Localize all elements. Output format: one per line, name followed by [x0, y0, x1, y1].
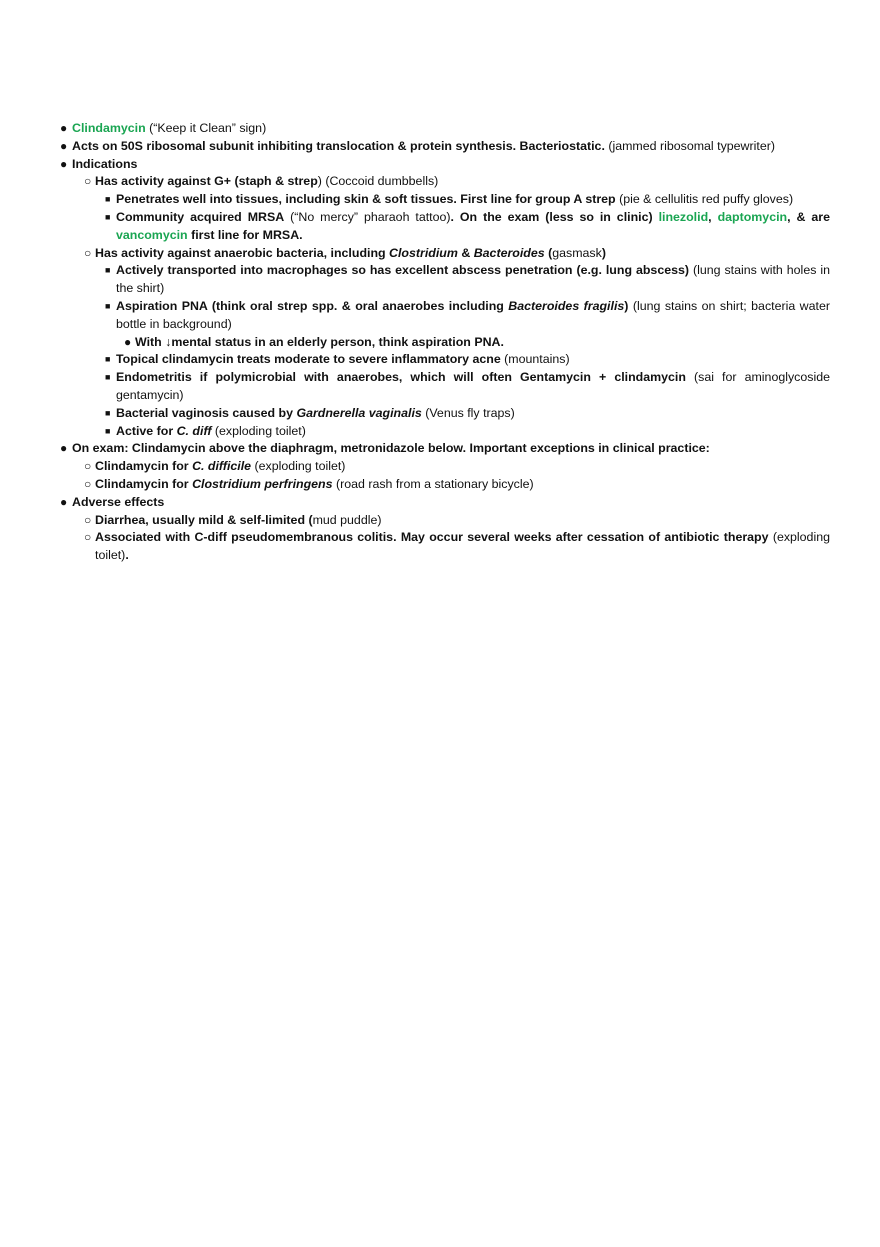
item-tissue-penetration: ■ Penetrates well into tissues, including skin & soft tissues. First line for group A strep (pie & cellulitis red puffy gloves) [60, 191, 830, 209]
square-marker: ■ [105, 407, 111, 418]
item-acne: ■ Topical clindamycin treats moderate to severe inflammatory acne (mountains) [60, 351, 830, 369]
item-mrsa: ■ Community acquired MRSA (“No mercy” pharaoh tattoo). On the exam (less so in clinic) linezolid, daptomycin, & are vancomycin first line for MRSA. [105, 209, 831, 242]
document-page [60, 120, 830, 565]
item-c-diff: ■ Active for C. diff (exploding toilet) [60, 423, 830, 441]
subbullet-pseudomembranous-colitis: ○ Associated with C-diff pseudomembranous colitis. May occur several weeks after cessation of antibiotic therapy (exploding toilet). [84, 530, 830, 563]
bullet-indications: ● Indications [60, 156, 830, 174]
bullet-adverse-effects: ● Adverse effects [60, 494, 830, 512]
square-marker: ■ [105, 300, 111, 311]
item-endometritis: ■ Endometritis if polymicrobial with anaerobes, which will often Gentamycin + clindamycin (sai for aminoglycoside gentamycin) [105, 370, 830, 402]
square-marker: ■ [105, 265, 111, 276]
bullet-marker: ● [60, 121, 68, 135]
item-bacterial-vaginosis: ■ Bacterial vaginosis caused by Gardnerella vaginalis (Venus fly traps) [60, 405, 830, 423]
bullet-marker: ● [60, 156, 68, 171]
square-marker: ■ [105, 211, 111, 222]
square-marker: ■ [105, 372, 111, 383]
subbullet-c-difficile: ○ Clindamycin for C. difficile (exploding toilet) [60, 458, 830, 476]
bullet-marker: ● [124, 334, 132, 349]
bullet-mechanism: ● Acts on 50S ribosomal subunit inhibiting translocation & protein synthesis. Bacteriostatic. (jammed ribosomal typewriter) [60, 138, 830, 156]
circle-marker: ○ [84, 174, 92, 189]
circle-marker: ○ [84, 512, 92, 527]
subbullet-anaerobic: ○ Has activity against anaerobic bacteria, including Clostridium & Bacteroides (gasmask) [60, 245, 830, 263]
subbullet-gram-positive: ○ Has activity against G+ (staph & strep) (Coccoid dumbbells) [60, 173, 830, 191]
bullet-marker: ● [60, 494, 68, 509]
circle-marker: ○ [84, 530, 92, 545]
square-marker: ■ [105, 425, 111, 436]
bullet-marker: ● [60, 138, 68, 153]
subbullet-diarrhea: ○ Diarrhea, usually mild & self-limited (mud puddle) [60, 512, 830, 530]
item-mental-status: ● With ↓mental status in an elderly person, think aspiration PNA. [60, 334, 830, 352]
square-marker: ■ [105, 354, 111, 365]
circle-marker: ○ [84, 459, 92, 474]
item-aspiration-pna: ■ Aspiration PNA (think oral strep spp. & oral anaerobes including Bacteroides fragilis) (lung stains on shirt; bacteria water bottle in background) [105, 298, 830, 331]
bullet-on-exam: ● On exam: Clindamycin above the diaphragm, metronidazole below. Important exceptions in clinical practice: [60, 440, 830, 458]
item-abscess: ■ Actively transported into macrophages so has excellent abscess penetration (e.g. lung abscess) (lung stains with holes in the shirt) [105, 263, 830, 296]
bullet-clindamycin: ● Clindamycin (“Keep it Clean” sign) [60, 120, 830, 138]
subbullet-perfringens: ○ Clindamycin for Clostridium perfringens (road rash from a stationary bicycle) [60, 476, 830, 494]
circle-marker: ○ [84, 245, 92, 260]
square-marker: ■ [105, 194, 111, 205]
bullet-marker: ● [60, 441, 68, 456]
circle-marker: ○ [84, 476, 92, 491]
